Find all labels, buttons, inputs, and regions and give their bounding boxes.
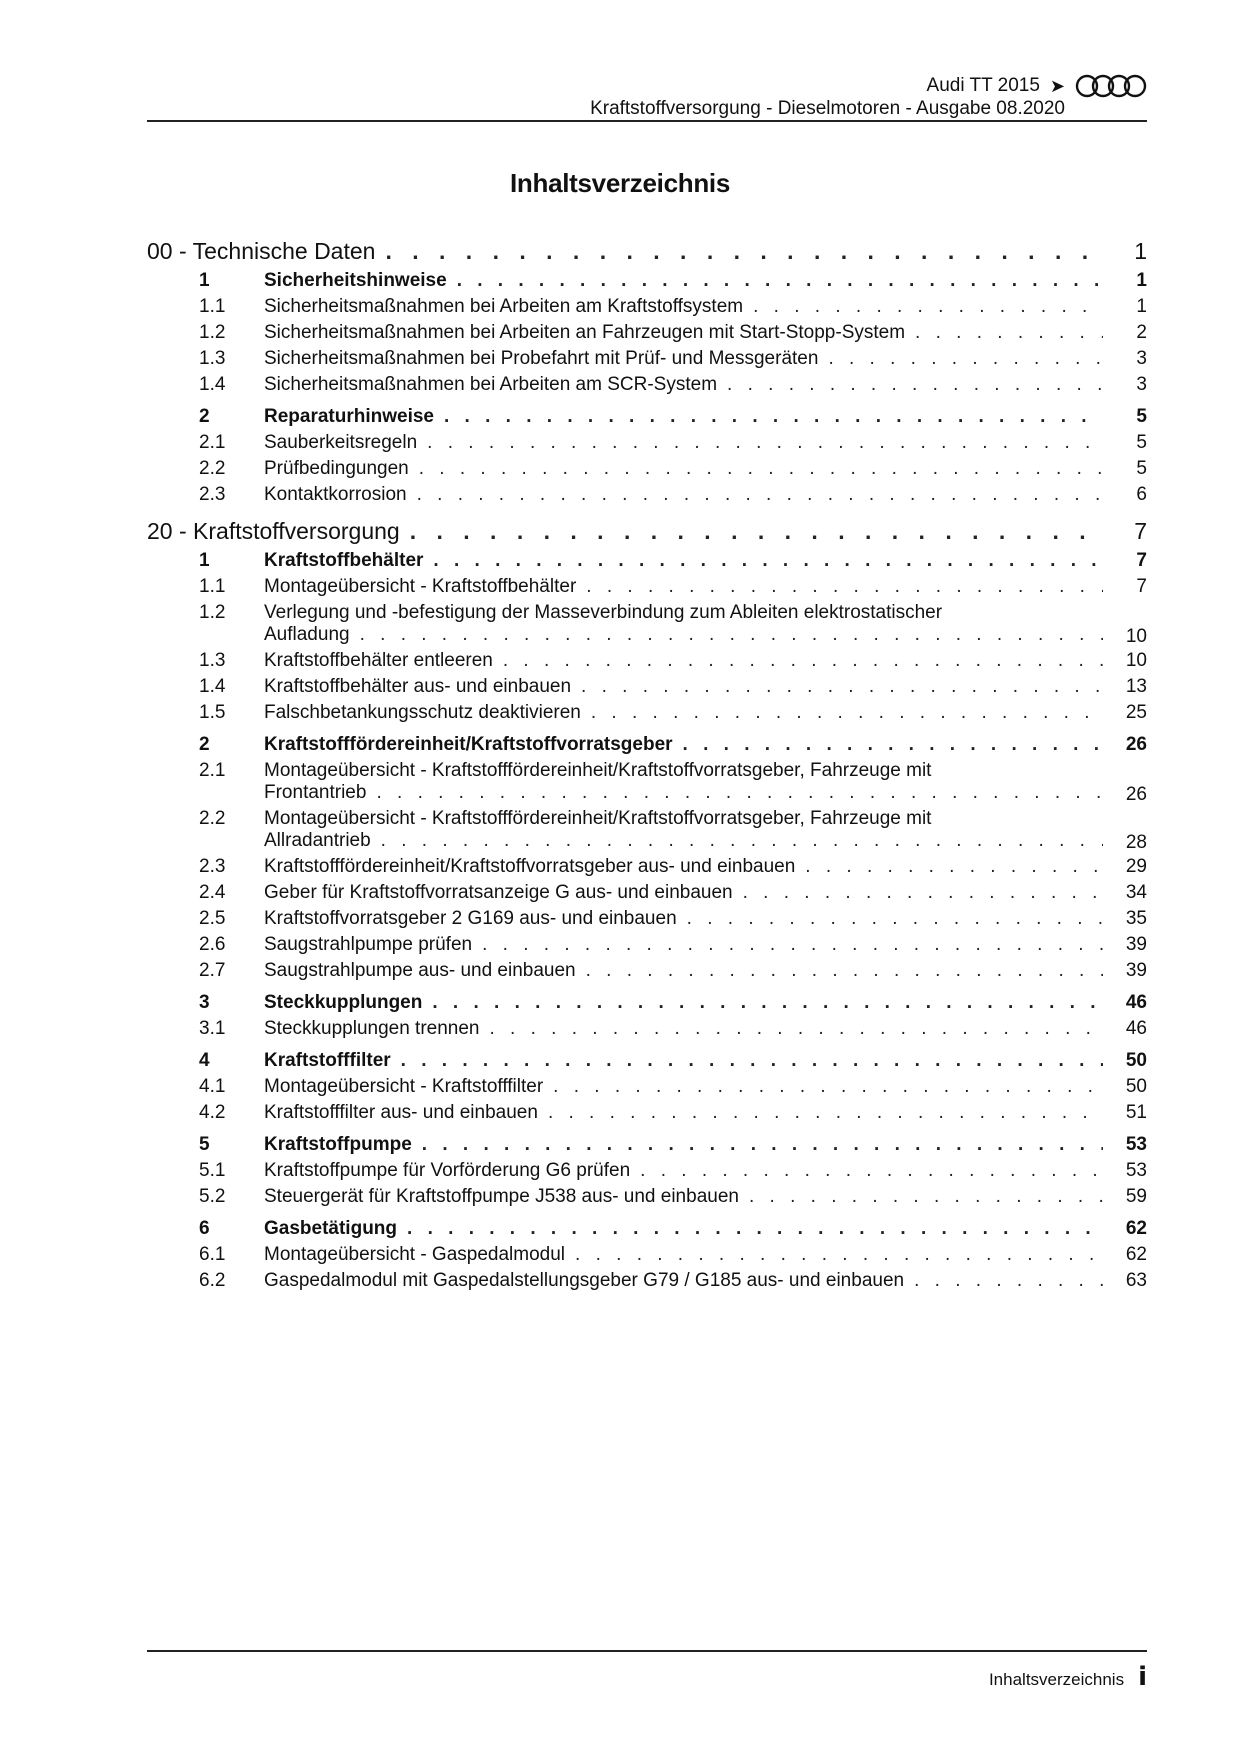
toc-subsection-entry[interactable] xyxy=(147,760,1147,808)
toc-subsection-number: 5.2 xyxy=(199,1186,226,1207)
toc-section-title: Kraftstoffbehälter xyxy=(264,550,424,571)
toc-subsection-title: Falschbetankungsschutz deaktivieren xyxy=(264,702,581,723)
toc-subsection-title: Steckkupplungen trennen xyxy=(264,1018,480,1039)
toc-subsection-text xyxy=(264,1018,1111,1040)
toc-subsection-entry[interactable] xyxy=(147,960,1147,986)
toc-dot-leader xyxy=(586,960,1103,982)
toc-subsection-title: Kraftstoffvorratsgeber 2 G169 aus- und einbauen xyxy=(264,908,677,929)
toc-chapter-title: 20 - Kraftstoffversorgung xyxy=(147,518,400,544)
toc-subsection-number: 1.3 xyxy=(199,348,226,369)
toc-dot-leader xyxy=(482,934,1103,956)
toc-subsection-entry[interactable] xyxy=(147,650,1147,676)
toc-subsection-number: 1.4 xyxy=(199,676,226,697)
toc-section-entry[interactable] xyxy=(147,992,1147,1018)
toc-section-title: Gasbetätigung xyxy=(264,1218,398,1239)
toc-dot-leader xyxy=(581,676,1103,698)
toc-page-number: 13 xyxy=(1125,676,1147,697)
toc-subsection-number: 2.1 xyxy=(199,432,226,453)
toc-subsection-text xyxy=(264,1270,1111,1292)
toc-subsection-title: Montageübersicht - Kraftstoffbehälter xyxy=(264,576,577,597)
toc-subsection-number: 2.6 xyxy=(199,934,226,955)
toc-subsection-entry[interactable] xyxy=(147,1076,1147,1102)
toc-subsection-entry[interactable] xyxy=(147,374,1147,400)
toc-subsection-text xyxy=(264,458,1111,480)
toc-subsection-title: Kraftstofffilter aus- und einbauen xyxy=(264,1102,538,1123)
toc-subsection-number: 2.3 xyxy=(199,856,226,877)
toc-subsection-number: 1.4 xyxy=(199,374,226,395)
toc-page-number: 25 xyxy=(1125,702,1147,723)
toc-section-title: Reparaturhinweise xyxy=(264,406,434,427)
toc-subsection-entry[interactable] xyxy=(147,458,1147,484)
toc-page-number: 50 xyxy=(1125,1050,1147,1071)
toc-subsection-continuation xyxy=(264,830,1111,852)
toc-subsection-title: Saugstrahlpumpe prüfen xyxy=(264,934,473,955)
toc-page-number: 39 xyxy=(1125,934,1147,955)
toc-page-number: 5 xyxy=(1136,406,1147,427)
toc-dot-leader xyxy=(457,270,1103,292)
toc-dot-leader xyxy=(381,830,1103,852)
toc-dot-leader xyxy=(727,374,1103,396)
toc-subsection-text xyxy=(264,934,1111,956)
toc-section-entry[interactable] xyxy=(147,1050,1147,1076)
toc-subsection-number: 2.2 xyxy=(199,458,226,479)
toc-subsection-entry[interactable] xyxy=(147,1102,1147,1128)
toc-dot-leader xyxy=(360,624,1103,646)
toc-subsection-number: 6.1 xyxy=(199,1244,226,1265)
toc-section-group xyxy=(147,1134,1147,1212)
toc-page-number: 7 xyxy=(1136,550,1147,571)
toc-dot-leader xyxy=(753,296,1103,318)
toc-subsection-title: Kraftstoffbehälter aus- und einbauen xyxy=(264,676,572,697)
toc-dot-leader xyxy=(444,406,1103,428)
toc-page-number: 5 xyxy=(1136,458,1147,479)
toc-subsection-entry[interactable] xyxy=(147,808,1147,856)
toc-dot-leader xyxy=(385,238,1103,265)
toc-subsection-text xyxy=(264,650,1111,672)
footer-page-number: i xyxy=(1138,1662,1147,1692)
arrow-right-icon: ➤ xyxy=(1049,75,1065,96)
toc-subsection-entry[interactable] xyxy=(147,348,1147,374)
toc-section-group xyxy=(147,992,1147,1044)
toc-dot-leader xyxy=(586,576,1103,598)
toc-section-group xyxy=(147,550,1147,728)
toc-page-number: 6 xyxy=(1136,484,1147,505)
toc-subsection-title: Prüfbedingungen xyxy=(264,458,409,479)
toc-subsection-number: 1.5 xyxy=(199,702,226,723)
toc-subsection-number: 1.3 xyxy=(199,650,226,671)
toc-section-number: 4 xyxy=(199,1050,210,1071)
toc-section-entry[interactable] xyxy=(147,734,1147,760)
toc-dot-leader xyxy=(432,992,1103,1014)
toc-subsection-entry[interactable] xyxy=(147,432,1147,458)
toc-page-number: 53 xyxy=(1125,1160,1147,1181)
toc-page-number: 46 xyxy=(1125,992,1147,1013)
toc-dot-leader xyxy=(427,432,1103,454)
toc-dot-leader xyxy=(407,1218,1103,1240)
toc-subsection-number: 2.3 xyxy=(199,484,226,505)
toc-subsection-text xyxy=(264,484,1111,506)
audi-rings-icon xyxy=(1075,73,1147,99)
toc-page-number: 26 xyxy=(1125,734,1147,755)
toc-page-number: 63 xyxy=(1125,1270,1147,1291)
page-title: Inhaltsverzeichnis xyxy=(509,168,731,198)
toc-section-text xyxy=(264,1050,1111,1072)
toc-subsection-title: Sicherheitsmaßnahmen bei Arbeiten am Kraftstoffsystem xyxy=(264,296,744,317)
toc-section-text xyxy=(264,550,1111,572)
toc-dot-leader xyxy=(575,1244,1103,1266)
toc-page-number: 2 xyxy=(1136,322,1147,343)
toc-section-entry[interactable] xyxy=(147,270,1147,296)
toc-dot-leader xyxy=(401,1050,1103,1072)
toc-page-number: 10 xyxy=(1125,650,1147,671)
toc-subsection-continuation xyxy=(264,782,1111,804)
toc-subsection-title: Sicherheitsmaßnahmen bei Arbeiten an Fahrzeugen mit Start-Stopp-System xyxy=(264,322,906,343)
toc-subsection-text xyxy=(264,702,1111,724)
toc-dot-leader xyxy=(419,458,1103,480)
toc-dot-leader xyxy=(914,1270,1103,1292)
toc-page-number: 51 xyxy=(1125,1102,1147,1123)
toc-chapter-entry[interactable] xyxy=(147,518,1147,550)
toc-dot-leader xyxy=(376,782,1103,804)
toc-subsection-entry[interactable] xyxy=(147,908,1147,934)
toc-subsection-title: Montageübersicht - Kraftstofffördereinheit/Kraftstoffvorratsgeber, Fahrzeuge mit xyxy=(264,808,932,829)
toc-subsection-title: Geber für Kraftstoffvorratsanzeige G aus- und einbauen xyxy=(264,882,733,903)
toc-subsection-entry[interactable] xyxy=(147,1160,1147,1186)
toc-subsection-text xyxy=(264,760,1111,804)
toc-subsection-text xyxy=(264,322,1111,344)
toc-dot-leader xyxy=(687,908,1103,930)
toc-section-title: Steckkupplungen xyxy=(264,992,423,1013)
toc-section-text xyxy=(264,1218,1111,1240)
toc-subsection-title: Steuergerät für Kraftstoffpumpe J538 aus- und einbauen xyxy=(264,1186,739,1207)
toc-subsection-text xyxy=(264,856,1111,878)
toc-subsection-text xyxy=(264,432,1111,454)
toc-subsection-number: 2.5 xyxy=(199,908,226,929)
toc-subsection-title: Saugstrahlpumpe aus- und einbauen xyxy=(264,960,576,981)
toc-subsection-number: 1.2 xyxy=(199,322,226,343)
toc-subsection-text xyxy=(264,1186,1111,1208)
toc-page-number: 29 xyxy=(1125,856,1147,877)
toc-dot-leader xyxy=(548,1102,1103,1124)
toc-subsection-entry[interactable] xyxy=(147,934,1147,960)
toc-section-group xyxy=(147,406,1147,510)
toc-subsection-text xyxy=(264,1076,1111,1098)
toc-subsection-number: 6.2 xyxy=(199,1270,226,1291)
page-footer xyxy=(989,1662,1147,1692)
toc-section-title: Kraftstoffpumpe xyxy=(264,1134,412,1155)
toc-subsection-text xyxy=(264,1160,1111,1182)
toc-subsection-continuation xyxy=(264,624,1111,646)
toc-page-number: 1 xyxy=(1136,296,1147,317)
toc-section-number: 1 xyxy=(199,550,210,571)
toc-page-number: 3 xyxy=(1136,348,1147,369)
toc-section-text xyxy=(264,992,1111,1014)
toc-subsection-title-cont: Aufladung xyxy=(264,624,350,645)
toc-subsection-entry[interactable] xyxy=(147,322,1147,348)
toc-dot-leader xyxy=(915,322,1103,344)
toc-subsection-title: Montageübersicht - Kraftstofffördereinheit/Kraftstoffvorratsgeber, Fahrzeuge mit xyxy=(264,760,932,781)
toc-subsection-number: 2.4 xyxy=(199,882,226,903)
toc-chapter-text xyxy=(147,518,1111,545)
toc-section-text xyxy=(264,734,1111,756)
toc-subsection-text xyxy=(264,602,1111,646)
toc-subsection-title-cont: Frontantrieb xyxy=(264,782,367,803)
toc-section-number: 6 xyxy=(199,1218,210,1239)
header-subtitle: Kraftstoffversorgung - Dieselmotoren - Ausgabe 08.2020 xyxy=(590,98,1065,119)
toc-subsection-title: Sicherheitsmaßnahmen bei Probefahrt mit Prüf- und Messgeräten xyxy=(264,348,819,369)
toc-subsection-title: Kontaktkorrosion xyxy=(264,484,407,505)
toc-page-number: 7 xyxy=(1136,576,1147,597)
toc-subsection-entry[interactable] xyxy=(147,702,1147,728)
toc-dot-leader xyxy=(553,1076,1103,1098)
toc-subsection-text xyxy=(264,296,1111,318)
toc-subsection-text xyxy=(264,808,1111,852)
toc-chapter-title: 00 - Technische Daten xyxy=(147,238,376,264)
toc-subsection-title: Montageübersicht - Kraftstofffilter xyxy=(264,1076,544,1097)
toc-subsection-entry[interactable] xyxy=(147,882,1147,908)
toc-subsection-number: 2.2 xyxy=(199,808,226,829)
header-model: Audi TT 2015 xyxy=(926,75,1040,96)
toc-section-entry[interactable] xyxy=(147,1218,1147,1244)
toc-section-entry[interactable] xyxy=(147,550,1147,576)
toc-section-title: Sicherheitshinweise xyxy=(264,270,447,291)
toc-dot-leader xyxy=(805,856,1103,878)
toc-dot-leader xyxy=(417,484,1103,506)
toc-dot-leader xyxy=(490,1018,1104,1040)
toc-dot-leader xyxy=(422,1134,1103,1156)
toc-section-group xyxy=(147,270,1147,400)
toc-page-number: 39 xyxy=(1125,960,1147,981)
toc-subsection-text xyxy=(264,676,1111,698)
toc-section-title: Kraftstofffilter xyxy=(264,1050,391,1071)
toc-section-group xyxy=(147,1218,1147,1296)
toc-subsection-entry[interactable] xyxy=(147,676,1147,702)
toc-dot-leader xyxy=(433,550,1103,572)
toc-subsection-title: Sauberkeitsregeln xyxy=(264,432,418,453)
toc-section-number: 2 xyxy=(199,406,210,427)
toc-section-entry[interactable] xyxy=(147,406,1147,432)
toc-page-number: 1 xyxy=(1136,270,1147,291)
toc-subsection-number: 1.1 xyxy=(199,296,226,317)
toc-subsection-entry[interactable] xyxy=(147,1186,1147,1212)
toc-subsection-entry[interactable] xyxy=(147,1244,1147,1270)
toc-dot-leader xyxy=(591,702,1103,724)
toc-section-number: 3 xyxy=(199,992,210,1013)
toc-page-number: 59 xyxy=(1125,1186,1147,1207)
toc-subsection-title: Montageübersicht - Gaspedalmodul xyxy=(264,1244,566,1265)
toc-subsection-entry[interactable] xyxy=(147,1270,1147,1296)
toc-subsection-number: 3.1 xyxy=(199,1018,226,1039)
toc-section-text xyxy=(264,1134,1111,1156)
toc-dot-leader xyxy=(743,882,1103,904)
toc-page-number: 5 xyxy=(1136,432,1147,453)
toc-subsection-title: Verlegung und -befestigung der Masseverbindung zum Ableiten elektrostatischer xyxy=(264,602,943,623)
toc-subsection-number: 1.2 xyxy=(199,602,226,623)
toc-subsection-title: Kraftstoffpumpe für Vorförderung G6 prüfen xyxy=(264,1160,631,1181)
toc-subsection-text xyxy=(264,1244,1111,1266)
toc-section-number: 2 xyxy=(199,734,210,755)
toc-page-number: 62 xyxy=(1125,1244,1147,1265)
toc-section-text xyxy=(264,406,1111,428)
toc-subsection-number: 2.1 xyxy=(199,760,226,781)
toc-page-number: 62 xyxy=(1125,1218,1147,1239)
toc-section-number: 1 xyxy=(199,270,210,291)
toc-subsection-entry[interactable] xyxy=(147,576,1147,602)
toc-page-number: 26 xyxy=(1125,784,1147,805)
toc-subsection-text xyxy=(264,348,1111,370)
toc-page-number: 28 xyxy=(1125,832,1147,853)
toc-page-number: 34 xyxy=(1125,882,1147,903)
toc-subsection-entry[interactable] xyxy=(147,1018,1147,1044)
toc-subsection-title-cont: Allradantrieb xyxy=(264,830,371,851)
toc-page-number: 3 xyxy=(1136,374,1147,395)
toc-section-group xyxy=(147,734,1147,986)
toc-chapter-text xyxy=(147,238,1111,265)
footer-divider xyxy=(147,1650,1147,1652)
toc-subsection-number: 4.1 xyxy=(199,1076,226,1097)
toc-section-title: Kraftstofffördereinheit/Kraftstoffvorratsgeber xyxy=(264,734,673,755)
toc-dot-leader xyxy=(640,1160,1103,1182)
toc-dot-leader xyxy=(410,518,1103,545)
toc-chapter-entry[interactable] xyxy=(147,238,1147,270)
toc-section-number: 5 xyxy=(199,1134,210,1155)
toc-subsection-title: Gaspedalmodul mit Gaspedalstellungsgeber G79 / G185 aus- und einbauen xyxy=(264,1270,905,1291)
toc-subsection-text xyxy=(264,1102,1111,1124)
toc-subsection-text xyxy=(264,882,1111,904)
toc-subsection-text xyxy=(264,374,1111,396)
toc-dot-leader xyxy=(828,348,1103,370)
toc-subsection-text xyxy=(264,576,1111,598)
toc-subsection-number: 2.7 xyxy=(199,960,226,981)
toc-page-number: 35 xyxy=(1125,908,1147,929)
toc-page-number: 46 xyxy=(1125,1018,1147,1039)
toc-subsection-entry[interactable] xyxy=(147,296,1147,322)
toc-subsection-number: 4.2 xyxy=(199,1102,226,1123)
toc-page-number: 10 xyxy=(1125,626,1147,647)
footer-label: Inhaltsverzeichnis xyxy=(988,1670,1125,1689)
toc-dot-leader xyxy=(749,1186,1103,1208)
toc-dot-leader xyxy=(683,734,1103,756)
header-divider xyxy=(147,120,1147,122)
toc-section-group xyxy=(147,1050,1147,1128)
table-of-contents xyxy=(147,238,1147,1296)
toc-subsection-number: 1.1 xyxy=(199,576,226,597)
toc-subsection-title: Kraftstoffbehälter entleeren xyxy=(264,650,493,671)
toc-subsection-text xyxy=(264,960,1111,982)
toc-subsection-entry[interactable] xyxy=(147,484,1147,510)
toc-section-entry[interactable] xyxy=(147,1134,1147,1160)
toc-subsection-entry[interactable] xyxy=(147,856,1147,882)
toc-dot-leader xyxy=(503,650,1103,672)
toc-page-number: 50 xyxy=(1125,1076,1147,1097)
toc-subsection-entry[interactable] xyxy=(147,602,1147,650)
toc-section-text xyxy=(264,270,1111,292)
toc-page-number: 53 xyxy=(1125,1134,1147,1155)
toc-subsection-text xyxy=(264,908,1111,930)
toc-page-number: 7 xyxy=(1134,518,1147,544)
toc-subsection-number: 5.1 xyxy=(199,1160,226,1181)
toc-subsection-title: Sicherheitsmaßnahmen bei Arbeiten am SCR-System xyxy=(264,374,718,395)
toc-page-number: 1 xyxy=(1134,238,1147,264)
toc-subsection-title: Kraftstofffördereinheit/Kraftstoffvorratsgeber aus- und einbauen xyxy=(264,856,796,877)
